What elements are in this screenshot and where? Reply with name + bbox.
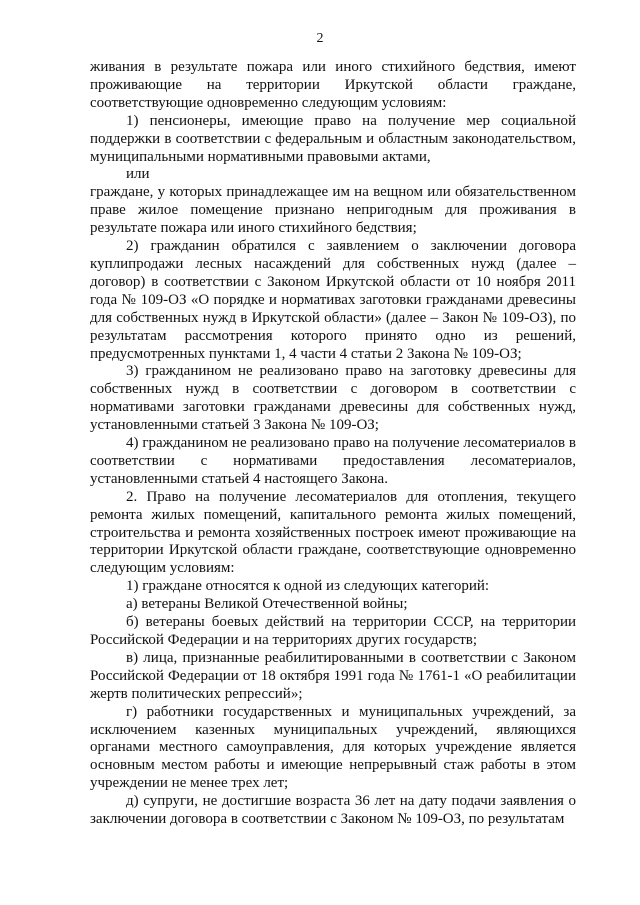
paragraph-condition-4: 4) гражданином не реализовано право на получение лесоматериалов в соответствии с нормативами предоставления лесоматериалов, установленными статьей 4 настоящего Закона.	[90, 435, 576, 487]
paragraph-item-a: а) ветераны Великой Отечественной войны;	[126, 596, 408, 613]
page-number: 2	[316, 31, 324, 46]
paragraph-housing-unfit: граждане, у которых принадлежащее им на вещном или обязательственном праве жилое помещение признано непригодным для проживания в результате пожара или иного стихийного бедствия;	[90, 184, 576, 237]
paragraph-condition-1-pensioners: 1) пенсионеры, имеющие право на получение мер социальной поддержки в соответствии с федеральным и областным законодательством, муниципальными нормативными правовыми актами,	[90, 112, 576, 165]
document-body	[90, 59, 576, 829]
paragraph-section-2: 2. Право на получение лесоматериалов для отопления, текущего ремонта жилых помещений, капитального ремонта жилых помещений, строительства и ремонта хозяйственных построек имеют проживающие на территории Иркутской области граждане, соответствующие одновременно следующим условиям:	[90, 488, 576, 577]
paragraph-item-b: б) ветераны боевых действий на территории СССР, на территории Российской Федерации и на территориях других государств;	[90, 614, 576, 648]
paragraph-or: или	[126, 166, 150, 183]
paragraph-item-v: в) лица, признанные реабилитированными в соответствии с Законом Российской Федерации от 18 октября 1991 года № 1761-1 «О реабилитации жертв политических репрессий»;	[90, 649, 576, 702]
paragraph-categories-intro: 1) граждане относятся к одной из следующих категорий:	[126, 578, 490, 595]
paragraph-continuation: живания в результате пожара или иного стихийного бедствия, имеют проживающие на территории Иркутской области граждане, соответствующие одновременно следующим условиям:	[90, 59, 576, 111]
paragraph-item-d: д) супруги, не достигшие возраста 36 лет на дату подачи заявления о заключении договора в соответствии с Законом № 109-ОЗ, по результатам	[90, 793, 576, 828]
paragraph-item-g: г) работники государственных и муниципальных учреждений, за исключением казенных муниципальных учреждений, являющихся органами местного самоуправления, для которых учреждение является основным местом работы и имеющие непрерывный стаж работы в этом учреждении не менее трех лет;	[90, 703, 576, 792]
paragraph-condition-2: 2) гражданин обратился с заявлением о заключении договора куплипродажи лесных насаждений для собственных нужд (далее – договор) в соответствии с Законом Иркутской области от 10 ноября 2011 года № 109-ОЗ «О порядке и нормативах заготовки гражданами древесины для собственных нужд в Иркутской области» (далее – Закон № 109-ОЗ), по результатам рассмотрения которого принято одно из решений, предусмотренных пунктами 1, 4 части 4 статьи 2 Закона № 109-ОЗ;	[90, 238, 576, 362]
paragraph-condition-3: 3) гражданином не реализовано право на заготовку древесины для собственных нужд в соответствии с договором в соответствии с нормативами заготовки гражданами древесины для собственных нужд, установленными статьей 3 Закона № 109-ОЗ;	[90, 363, 576, 434]
